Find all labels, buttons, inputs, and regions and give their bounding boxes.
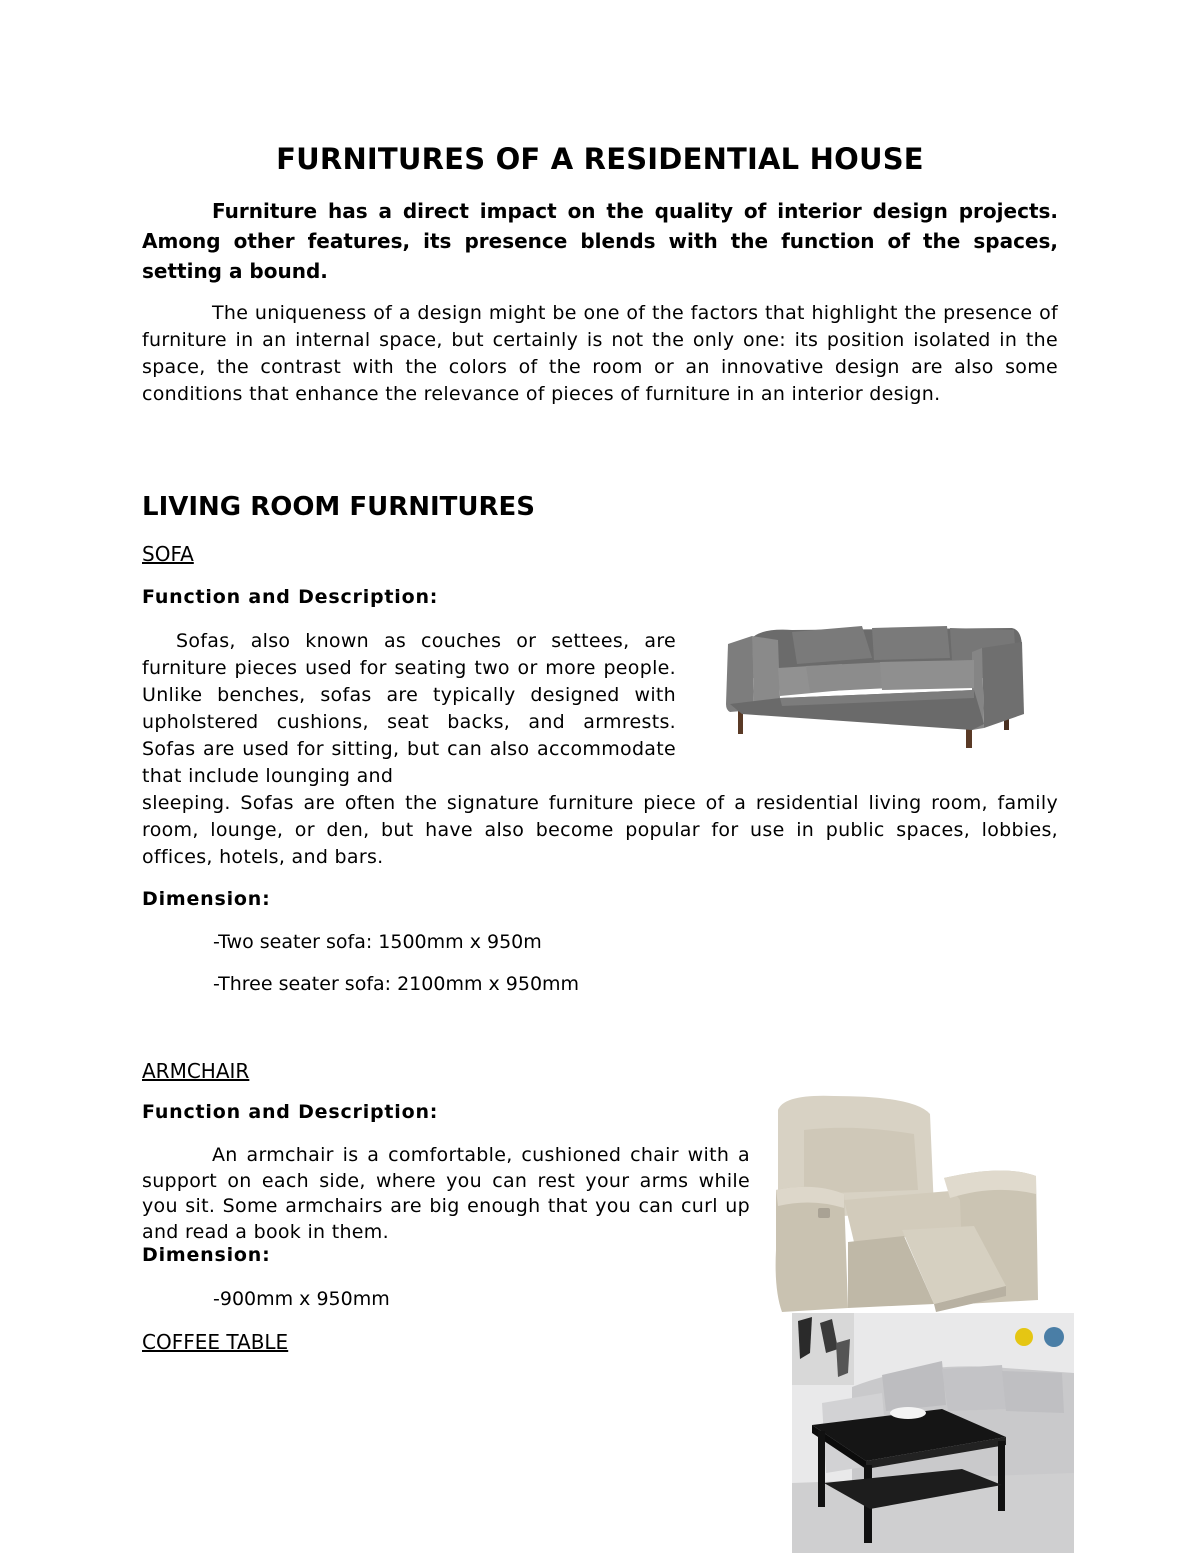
armchair-dimension: -900mm x 950mm	[213, 1288, 390, 1310]
armchair-function-label: Function and Description:	[142, 1101, 439, 1123]
intro-paragraph: Furniture has a direct impact on the quality of interior design projects. Among other features, its presence blends with the function of the spaces, setting a bound.	[142, 199, 1058, 283]
sofa-dimension-three-seater: -Three seater sofa: 2100mm x 950mm	[213, 973, 580, 995]
coffee-table-heading: COFFEE TABLE	[142, 1330, 289, 1354]
armchair-dimension-label: Dimension:	[142, 1244, 271, 1266]
uniqueness-paragraph: The uniqueness of a design might be one of the factors that highlight the presence of furniture in an internal space, but certainly is not the only one: its position isolated in the space, the contrast with the colors of the room or an innovative design are also some conditions that enhance the relevance of pieces of furniture in an interior design.	[142, 302, 1058, 405]
sofa-dimension-two-seater: -Two seater sofa: 1500mm x 950m	[213, 931, 542, 953]
sofa-heading: SOFA	[142, 542, 194, 566]
sofa-dimension-label: Dimension:	[142, 888, 271, 910]
armchair-heading: ARMCHAIR	[142, 1059, 250, 1083]
armchair-image	[774, 1090, 1044, 1314]
coffee-table-image	[792, 1313, 1074, 1553]
sofa-description-continued: sleeping. Sofas are often the signature furniture piece of a residential living room, family room, lounge, or den, but have also become popular for use in public spaces, lobbies, offices, hotels, and bars.	[142, 792, 1058, 868]
sofa-description-wrapped: Sofas, also known as couches or settees, are furniture pieces used for seating two or more people. Unlike benches, sofas are typically designed with upholstered cushions, seat backs, and armrests. Sofas are used for sitting, but can also accommodate that include lounging and	[142, 630, 676, 787]
armchair-description: An armchair is a comfortable, cushioned chair with a support on each side, where you can rest your arms while you sit. Some armchairs are big enough that you can curl up and read a book in them.	[142, 1144, 750, 1243]
living-room-heading: LIVING ROOM FURNITURES	[142, 492, 536, 522]
sofa-image	[722, 618, 1028, 750]
document-title: FURNITURES OF A RESIDENTIAL HOUSE	[276, 142, 924, 176]
sofa-function-label: Function and Description:	[142, 586, 439, 608]
